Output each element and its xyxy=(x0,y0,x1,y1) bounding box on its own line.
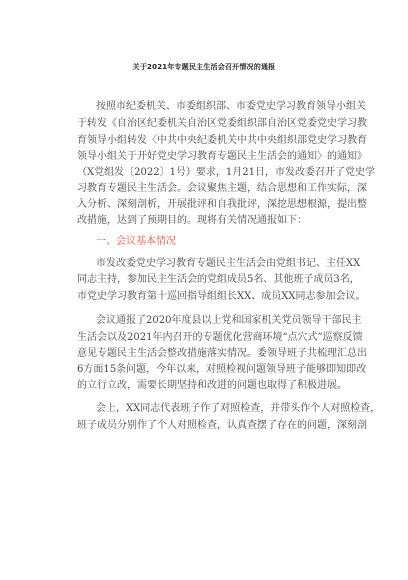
paragraph-line: 改措施，达到了预期目的。现将有关情况通报如下： xyxy=(77,215,307,226)
paragraph-line: 会议通报了2020年度县以上党和国家机关党员领导干部民主 xyxy=(96,315,362,326)
paragraph-line: 市发改委党史学习教育专题民主生活会由党组书记、主任XX xyxy=(96,258,361,269)
paragraph-line: 市党史学习教育第十巡回指导组组长XX、成员XX同志参加会议。 xyxy=(77,291,366,302)
paragraph-line: 同志主持，参加民主生活会的党组成员5名、其他班子成员3名， xyxy=(77,274,360,285)
paragraph-line: 习教育专题民主生活会。会议聚焦主题，结合思想和工作实际，深 xyxy=(77,183,367,194)
paragraph-line: 领导小组关于开好党史学习教育专题民主生活会的通知〉的通知》 xyxy=(77,151,367,162)
paragraph-line: 育领导小组转发〈中共中央纪委机关中共中央组织部党史学习教育 xyxy=(77,135,367,146)
paragraph-line: 会上，XX同志代表班子作了对照检查，并带头作个人对照检查， xyxy=(96,403,381,414)
paragraph-line: 按照市纪委机关、市委组织部、市委党史学习教育领导小组关 xyxy=(96,101,366,112)
paragraph-line: 班子成员分别作了个人对照检查，认真查摆了存在的问题，深刻剖 xyxy=(77,420,367,431)
paragraph-line: 6方面15条问题，今年以来，对照检视问题领导班子能够即知即改 xyxy=(77,364,367,375)
paragraph-line: 入分析、深刻剖析，开展批评和自我批评，深挖思想根源，提出整 xyxy=(77,199,367,210)
document-title: 关于2021年专题民主生活会召开情况的通报 xyxy=(132,63,276,71)
paragraph-line: 意见专题民主生活会整改措施落实情况。委领导班子共梳理汇总出 xyxy=(77,348,367,359)
paragraph-line: （X党组发〔2022〕1号）要求，1月21日，市发改委召开了党史学 xyxy=(77,167,376,178)
section-heading: 一、会议基本情况 xyxy=(96,236,176,247)
paragraph-line: 生活会以及2021年内召开的专题优化营商环境“点穴式”巡察反馈 xyxy=(77,332,363,343)
paragraph-line: 于转发《自治区纪委机关自治区党委组织部自治区党委党史学习教 xyxy=(77,118,367,129)
paragraph-line: 的立行立改，需要长期坚持和改进的问题也取得了积极进展。 xyxy=(77,380,347,391)
